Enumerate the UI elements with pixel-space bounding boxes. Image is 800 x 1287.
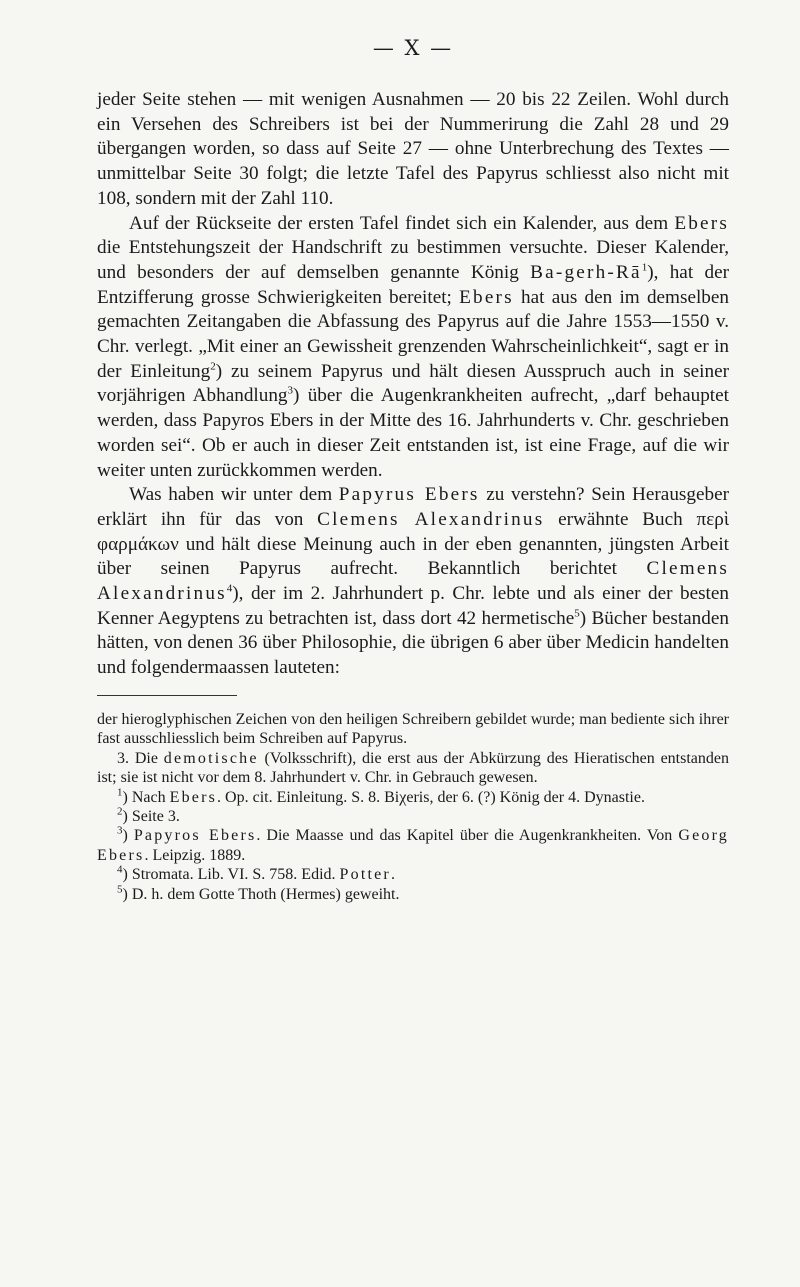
paragraph — [97, 88, 729, 212]
footnote — [97, 710, 729, 749]
footnote-ref: 4 — [226, 582, 233, 595]
spaced-name: Ebers — [459, 286, 514, 308]
spaced-name: Papyros Ebers — [133, 827, 257, 845]
spaced-name: demotische — [163, 749, 259, 767]
text-run: hat aus den im demselben gemachten Zeitangaben die Abfassung des Papyrus auf die Jahre 1553—1550 v. Chr. verlegt. „Mit einer an Gewissheit grenzenden Wahrscheinlichkeit“, sagt er in der Einleitung — [97, 286, 729, 382]
text-run: ) Stromata. Lib. VI. S. 758. Edid. — [122, 866, 340, 884]
text-run: ) über die Augenkrankheiten aufrecht, „darf behauptet werden, dass Papyros Ebers in der Mitte des 16. Jahrhunderts v. Chr. geschrieben worden sei“. Ob er auch in dieser Zeit entstanden ist, ist eine Frage, auf die wir weiter unten zurückkommen werden. — [97, 385, 729, 481]
spaced-name: Ebers — [169, 788, 218, 806]
text-run: ) Bücher bestanden hätten, von denen 36 über Philosophie, die übrigen 6 aber über Medicin handelten und folgendermaassen lauteten: — [97, 607, 729, 679]
spaced-name: Clemens Alexandrinus — [317, 508, 545, 530]
footnotes — [97, 710, 729, 904]
footnote-ref: 1 — [641, 261, 648, 274]
text-run: . — [390, 866, 395, 884]
page — [97, 36, 729, 904]
text-run: die Entstehungszeit der Handschrift zu bestimmen versuchte. Dieser Kalender, und besonders der auf demselben genannte König — [97, 237, 729, 283]
spaced-name: Potter — [339, 866, 391, 884]
text-run: . Leipzig. 1889. — [144, 846, 246, 864]
footnote-ref: 4 — [117, 863, 123, 876]
footnote-ref: 3 — [117, 824, 123, 837]
text-run: . Op. cit. Einleitung. S. 8. Biχeris, der 6. (?) König der 4. Dynastie. — [217, 788, 645, 806]
footnote-ref: 2 — [117, 805, 123, 818]
spaced-name: Clemens Alexandrinus — [97, 558, 729, 605]
footnote — [97, 826, 729, 865]
body-text — [97, 88, 729, 681]
text-run: ) — [122, 827, 134, 845]
text-run: ) D. h. dem Gotte Thoth (Hermes) geweiht. — [122, 885, 400, 903]
text-run: jeder Seite stehen — mit wenigen Ausnahmen — 20 bis 22 Zeilen. Wohl durch ein Versehen des Schreibers ist bei der Nummerirung die Zahl 28 und 29 übergangen worden, so dass auf Seite 27 — ohne Unterbrechung des Textes — unmittelbar Seite 30 folgt; die letzte Tafel des Papyrus schliesst also nicht mit 108, sondern mit der Zahl 110. — [97, 89, 729, 209]
text-run: ) Nach — [122, 788, 170, 806]
footnote-ref: 1 — [117, 786, 123, 799]
text-run: ), der im 2. Jahrhundert p. Chr. lebte und als einer der besten Kenner Aegyptens zu betrachten ist, dass dort 42 hermetische — [97, 583, 729, 629]
footnote-ref: 5 — [574, 607, 580, 620]
paragraph — [97, 483, 729, 681]
text-run: ) zu seinem Papyrus und hält diesen Ausspruch auch in seiner vorjährigen Abhandlung — [97, 360, 730, 407]
text-run: Auf der Rückseite der ersten Tafel findet sich ein Kalender, aus dem — [129, 212, 675, 234]
footnote-ref: 3 — [287, 385, 294, 398]
footnote-ref: 2 — [210, 360, 216, 373]
text-run: (Volksschrift), die erst aus der Abkürzung des Hieratischen entstanden ist; sie ist nicht vor dem 8. Jahrhundert v. Chr. in Gebrauch gewesen. — [97, 749, 729, 787]
text-run: Was haben wir unter dem — [129, 484, 339, 506]
spaced-name: Georg Ebers — [97, 827, 730, 864]
footnote — [97, 865, 729, 884]
spaced-name: Ebers — [674, 212, 729, 234]
paragraph — [97, 212, 729, 484]
text-run: der hieroglyphischen Zeichen von den heiligen Schreibern gebildet wurde; man bediente sich ihrer fast ausschliesslich beim Schreiben auf Papyrus. — [97, 710, 729, 748]
text-run: zu verstehn? Sein Herausgeber erklärt ihn für das von — [97, 484, 729, 530]
footnote — [97, 807, 729, 826]
footnote-rule — [97, 695, 237, 696]
footnote — [97, 749, 729, 788]
footnote — [97, 788, 729, 807]
text-run: 3. Die — [117, 749, 164, 767]
text-run: ) Seite 3. — [122, 807, 180, 825]
text-run: ), hat der Entzifferung grosse Schwierigkeiten bereitet; — [97, 261, 729, 308]
footnote-ref: 5 — [117, 883, 123, 896]
footnote — [97, 885, 729, 904]
text-run: erwähnte Buch περὶ φαρμάκων und hält diese Meinung auch in der eben genannten, jüngsten Arbeit über seinen Papyrus aufrecht. Bekanntlich berichtet — [97, 508, 729, 580]
text-run: . Die Maasse und das Kapitel über die Augenkrankheiten. Von — [256, 827, 679, 845]
spaced-name: Ba-gerh-Rā — [530, 261, 642, 283]
page-header: — X — — [372, 36, 454, 60]
spaced-name: Papyrus Ebers — [338, 484, 480, 506]
